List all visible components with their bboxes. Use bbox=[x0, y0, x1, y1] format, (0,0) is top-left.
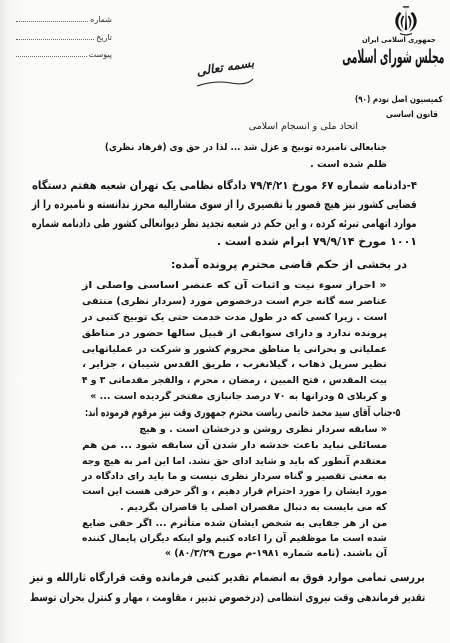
quote2-line bbox=[82, 531, 387, 547]
item4-line bbox=[32, 178, 417, 194]
quote1-line bbox=[82, 389, 387, 405]
number-field bbox=[16, 12, 112, 24]
quote1-line bbox=[82, 357, 387, 373]
quote1-text: بیت المقدس ، فتح المبین ، رمضان ، محرم ، والفجر مقدماتی ۳ و ۴ bbox=[81, 375, 387, 386]
item5-text: ۵-جناب آقای سید محمد خاتمی ریاست محترم جمهوری وقت نیز مرقوم فرموده اند: bbox=[84, 406, 400, 419]
closing-text: تقدیر فرماندهی وقت نیروی انتظامی (درخصوص تدبیر ، مقاومت ، مهار و کنترل بحران توسط bbox=[29, 591, 425, 604]
quote2-text: معتقدم آنطور که باید و شاید ادای حق نشد. اما این امر به هیچ وجه bbox=[82, 456, 387, 467]
date-dotted-line bbox=[16, 39, 94, 40]
quote2-text: آن باشند. (نامه شماره ۱۹۸۱-م مورخ ۸۰/۳/۲۹) » bbox=[164, 548, 387, 559]
quote1-text: است . زیرا کسی که در طول مدت خدمت حتی یک توبیخ کتبی در bbox=[82, 312, 387, 323]
item4-line bbox=[217, 234, 417, 250]
date-field bbox=[16, 30, 112, 42]
quote2-text: مورد ایشان را مورد احترام قرار دهیم ، و اگر حرفی هست این است bbox=[81, 486, 387, 497]
quote1-text: عملیاتی و بحرانی یا مناطق محروم کشور و شرکت در عملیاتهایی bbox=[81, 344, 387, 355]
quote2-text: « سابقه سردار نظری روشن و درخشان است . و هیچ bbox=[139, 424, 387, 435]
closing-line bbox=[30, 590, 425, 606]
attachment-field bbox=[16, 47, 112, 59]
closing-text: بررسی تمامی موارد فوق به انضمام تقدیر کتبی فرمانده وقت قرارگاه ثارالله و نیز bbox=[30, 571, 425, 584]
slogan-text: اتحاد ملی و انسجام اسلامی bbox=[248, 121, 358, 132]
constitution-label: قانون اساسی bbox=[386, 110, 438, 120]
basmala-heading: بسمه تعالی bbox=[195, 55, 255, 79]
quote2-text: من از هر جفایی به شخص ایشان شده متأثرم ... اگر حقی ضایع bbox=[81, 518, 387, 529]
quote2-line bbox=[82, 500, 387, 516]
quote2-text: شده است ما موظفیم آن را اعاده کنیم ولو اینکه دیگران پایمال کننده bbox=[82, 533, 387, 544]
item4-text: ۱۰۰۱ مورخ ۷۹/۹/۱۴ ابرام شده است . bbox=[216, 235, 417, 248]
number-dotted-line bbox=[16, 21, 88, 22]
quote2-line bbox=[82, 484, 387, 500]
attachment-label: پیوست bbox=[88, 50, 112, 59]
basmala-flourish-icon bbox=[195, 78, 255, 88]
quote1-intro-text: در بخشی از حکم قاضی محترم پرونده آمده: bbox=[170, 258, 407, 271]
majlis-title: مجلس شورای اسلامی bbox=[341, 46, 444, 68]
quote1-text: عناصر سه گانه جرم است درخصوص مورد (سردار نظری) منتفی bbox=[81, 296, 387, 307]
majlis-title-line bbox=[342, 44, 444, 70]
commission-name-line bbox=[355, 94, 443, 107]
quote1-line bbox=[82, 373, 387, 389]
quote1-text: پرونده ندارد و دارای سوابقی از قبیل سالها حضور در مناطق bbox=[81, 328, 387, 339]
item4-text: قضایی کشور نیز هیچ قصور یا تقصیری را از سوی مشارالیه محرز ندانسته و نامبرده را از bbox=[32, 198, 417, 211]
quote1-text: و کربلای ۵ ودرانها به ۷۰ درصد جانبازی مفتخر گردیده است ... » bbox=[90, 391, 387, 402]
quote1-line bbox=[82, 326, 387, 342]
quote2-line bbox=[82, 422, 387, 438]
intro-text: ظلم شده است . bbox=[310, 159, 387, 170]
quote1-text: « احراز سوء نیت و اثبات آن که عنصر اساسی واصلی از bbox=[82, 280, 387, 291]
quote1-line bbox=[82, 342, 387, 358]
item4-text: ۴-دادنامه شماره ۶۷ مورخ ۷۹/۴/۲۱ دادگاه نظامی یک تهران شعبه هفتم دستگاه bbox=[31, 179, 417, 192]
quote1-line bbox=[82, 278, 387, 294]
quote2-text: به معنی تقصیر و گناه سردار نظری نیست و ما باید رای دادگاه در bbox=[82, 471, 387, 482]
quote2-line bbox=[82, 516, 387, 532]
quote1-line bbox=[82, 310, 387, 326]
item4-text: موارد اتهامی تبرئه کرده ، و این حکم در شعبه تجدید نظر دیوانعالی کشور طی دادنامه شماره bbox=[32, 217, 417, 230]
item4-line bbox=[32, 216, 417, 232]
quote2-text: که می بایست به دنبال مقصران اصلی یا قاصران بگردیم . bbox=[120, 502, 387, 513]
intro-line bbox=[105, 140, 387, 156]
attachment-dotted-line bbox=[16, 56, 87, 57]
slogan-line bbox=[222, 119, 358, 135]
quote2-line bbox=[82, 438, 387, 454]
number-label: شماره bbox=[90, 15, 112, 24]
quote2-line bbox=[82, 454, 387, 470]
quote1-intro-line bbox=[162, 257, 407, 273]
closing-line bbox=[30, 570, 425, 586]
republic-title: جمهوری اسلامی ایران bbox=[362, 36, 436, 44]
intro-line bbox=[277, 157, 387, 173]
intro-text: جنابعالی نامبرده توبیخ و عزل شد ... لذا در حق وی (فرهاد نظری) bbox=[104, 142, 387, 153]
constitution-label-line bbox=[386, 109, 438, 122]
item5-line bbox=[85, 405, 400, 421]
quote1-text: نظیر سرپل ذهاب ، گیلانغرب ، طریق القدس شیبان ، جزایر ، bbox=[82, 359, 387, 370]
quote1-line bbox=[82, 294, 387, 310]
commission-name: کمیسیون اصل نودم (۹۰) bbox=[355, 95, 443, 105]
quote2-line bbox=[82, 546, 387, 562]
quote2-text: مسائلی نباید باعث خدشه دار شدن آن سابقه شود ... من هم bbox=[81, 440, 387, 451]
quote2-line bbox=[82, 469, 387, 485]
date-label: تاریخ bbox=[96, 33, 112, 42]
item4-line bbox=[32, 197, 417, 213]
